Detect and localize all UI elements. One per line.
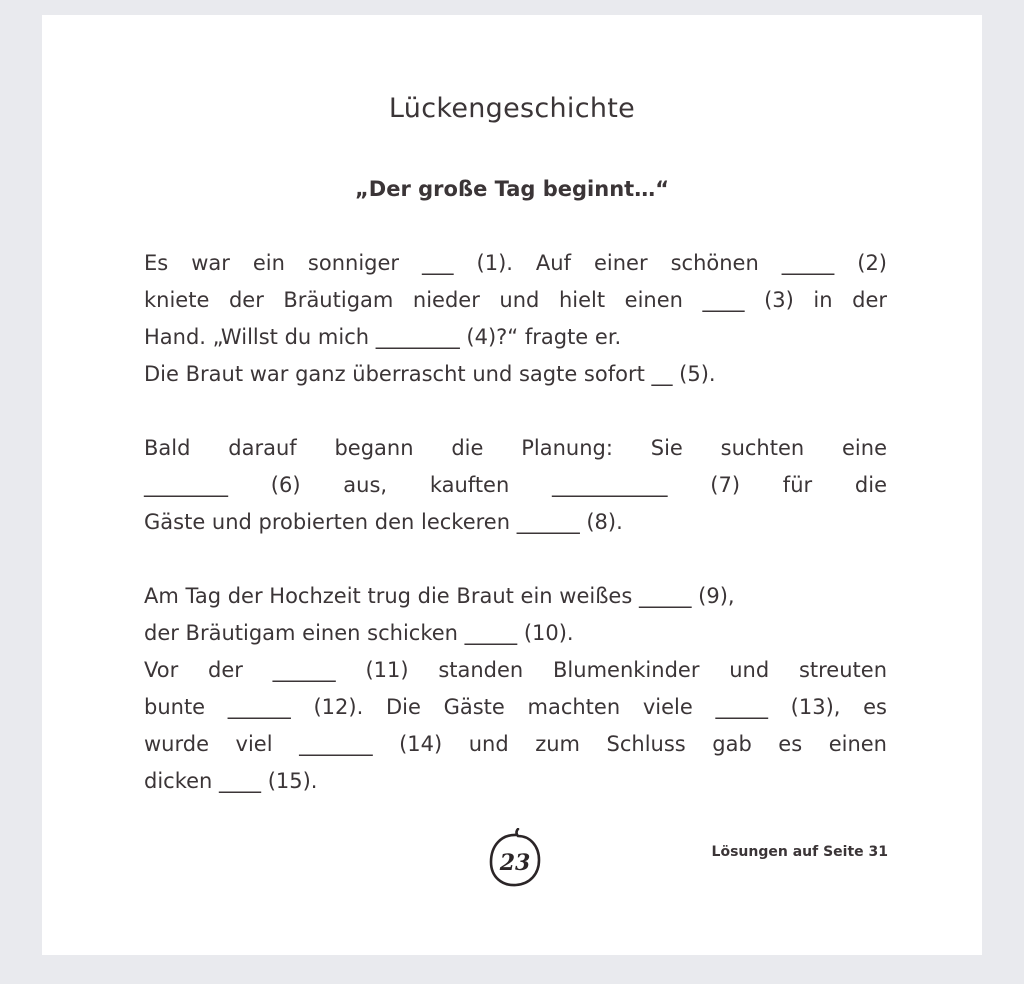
story-line: Es war ein sonniger ___ (1). Auf einer schönen _____ (2) bbox=[144, 251, 887, 275]
story-line: Bald darauf begann die Planung: Sie suchten eine bbox=[144, 436, 887, 460]
story-line: dicken ____ (15). bbox=[144, 769, 318, 793]
story-line: bunte ______ (12). Die Gäste machten viele _____ (13), es bbox=[144, 695, 887, 719]
story-line: Die Braut war ganz überrascht und sagte sofort __ (5). bbox=[144, 362, 716, 386]
story-title: „Der große Tag beginnt…“ bbox=[355, 177, 669, 201]
story-line: wurde viel _______ (14) und zum Schluss gab es einen bbox=[144, 732, 887, 756]
paragraph-2 bbox=[144, 430, 887, 541]
page-number: 23 bbox=[499, 850, 531, 876]
story-text bbox=[144, 245, 887, 837]
story-line: Am Tag der Hochzeit trug die Braut ein weißes _____ (9), bbox=[144, 584, 735, 608]
paragraph-1 bbox=[144, 245, 887, 393]
story-line: Hand. „Willst du mich ________ (4)?“ fragte er. bbox=[144, 325, 622, 349]
story-line: ________ (6) aus, kauften ___________ (7) für die bbox=[144, 473, 887, 497]
worksheet-page bbox=[42, 15, 982, 955]
paragraph-3 bbox=[144, 578, 887, 800]
story-line: Gäste und probierten den leckeren ______ (8). bbox=[144, 510, 623, 534]
page-title: Lückengeschichte bbox=[388, 93, 636, 124]
hand-drawn-circle-icon bbox=[487, 828, 543, 890]
page-number-badge bbox=[487, 828, 543, 890]
story-line: kniete der Bräutigam nieder und hielt einen ____ (3) in der bbox=[144, 288, 887, 312]
solutions-note: Lösungen auf Seite 31 bbox=[711, 844, 888, 860]
story-line: Vor der ______ (11) standen Blumenkinder und streuten bbox=[144, 658, 887, 682]
story-line: der Bräutigam einen schicken _____ (10). bbox=[144, 621, 574, 645]
